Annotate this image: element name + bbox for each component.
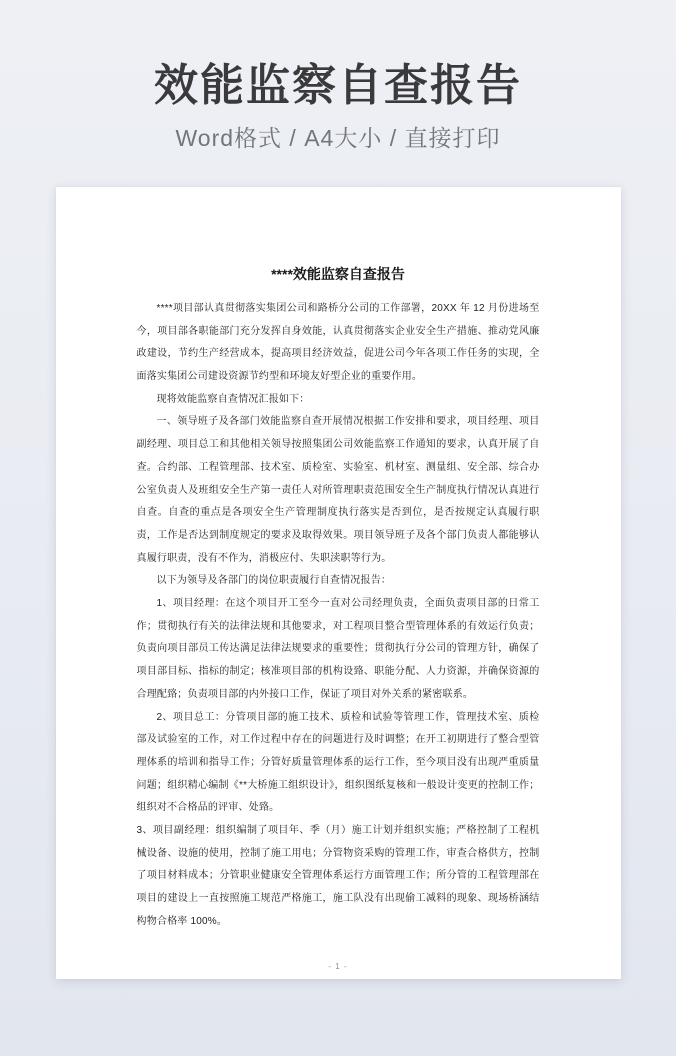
document-paragraph: 现将效能监察自查情况汇报如下：	[156, 393, 310, 405]
document-paragraph: 1、项目经理：在这个项目开工至今一直对公司经理负责，全面负责项目部的日常工作；贯彻执行有关的法律法规和其他要求，对工程项目整合型管理体系的有效运行负责；负责向项目部员工传达满足法律法规要求的重要性；贯彻执行分公司的管理方针，确保了项目部目标、指标的制定；核准项目部的机构设臵、职能分配、人力资源，并确保资源的合理配臵；负责项目部的内外接口工作，保证了项目对外关系的紧密联系。	[136, 598, 540, 700]
document-paragraph: 以下为领导及各部门的岗位职责履行自查情况报告：	[156, 575, 392, 587]
template-title: 效能监察自查报告	[154, 61, 522, 110]
header	[0, 0, 676, 153]
document-paragraph: ****项目部认真贯彻落实集团公司和路桥分公司的工作部署，20XX 年 12 月份进场至今，项目部各职能部门充分发挥自身效能，认真贯彻落实企业安全生产措施、推动党风廉政建设，节约生产经营成本，提高项目经济效益，促进公司今年各项工作任务的实现，全面落实集团公司建设资源节约型和环境友好型企业的重要作用。	[136, 302, 540, 383]
document-paragraph: 3、项目副经理：组织编制了项目年、季（月）施工计划并组织实施；严格控制了工程机械设备、设施的使用，控制了施工用电；分管物资采购的管理工作，审查合格供方，控制了项目材料成本；分管职业健康安全管理体系运行方面管理工作；所分管的工程管理部在项目的建设上一直按照施工规范严格施工，施工队没有出现偷工减料的现象、现场桥涵结构物合格率 100%。	[136, 825, 540, 927]
page-number: - 1 -	[328, 961, 348, 971]
document-page	[56, 187, 621, 979]
document-title: ****效能监察自查报告	[271, 265, 405, 282]
document-paragraph: 2、项目总工：分管项目部的施工技术、质检和试验等管理工作，管理技术室、质检部及试验室的工作，对工作过程中存在的问题进行及时调整；在开工初期进行了整合型管理体系的培训和指导工作；分管好质量管理体系的运行工作，至今项目没有出现严重质量问题；组织精心编制《**大桥施工组织设计》，组织图纸复核和一般设计变更的控制工作；组织对不合格品的评审、处臵。	[136, 711, 540, 814]
template-subtitle: Word格式 / A4大小 / 直接打印	[175, 124, 501, 151]
document-body	[137, 298, 540, 934]
document-paragraph: 一、领导班子及各部门效能监察自查开展情况根据工作安排和要求，项目经理、项目副经理、项目总工和其他相关领导按照集团公司效能监察工作通知的要求，认真开展了自查。合约部、工程管理部、技术室、质检室、实验室、机材室、测量组、安全部、综合办公室负责人及班组安全生产第一责任人对所管理职责范围安全生产制度执行情况认真进行自查。自查的重点是各项安全生产管理制度执行落实是否到位，是否按规定认真履行职责，工作是否达到制度规定的要求及取得效果。项目领导班子及各个部门负责人都能够认真履行职责，没有不作为，消极应付、失职渎职等行为。	[136, 416, 540, 564]
